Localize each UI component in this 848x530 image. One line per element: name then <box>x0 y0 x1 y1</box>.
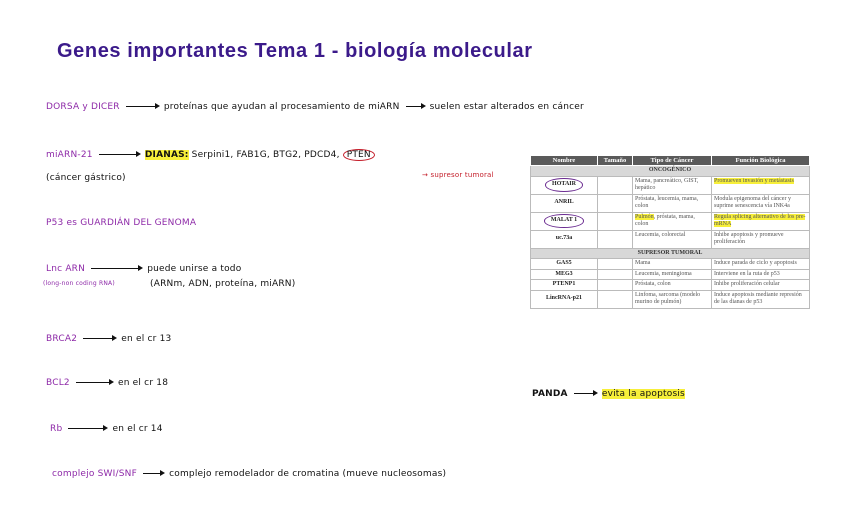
table-row <box>531 176 810 194</box>
arrow-icon <box>126 106 158 107</box>
note-drosha-label: DORSA y DICER <box>46 102 120 112</box>
note-brca2-label: BRCA2 <box>46 334 78 344</box>
table-cell-cancer: Próstata, leucemia, mama, colon <box>633 194 712 212</box>
table-cell-name: MEG3 <box>531 269 598 280</box>
table-cell-name: ANRIL <box>531 194 598 212</box>
note-lncarn-text: puede unirse a todo <box>147 264 242 274</box>
note-swi-text: complejo remodelador de cromatina (mueve nucleosomas) <box>169 469 447 479</box>
table-cell-size <box>598 259 633 270</box>
table-cell-size <box>598 230 633 248</box>
note-lncarn <box>46 263 241 275</box>
note-lncarn-label: Lnc ARN <box>46 264 86 274</box>
table-cell-size <box>598 280 633 291</box>
table-cell-name <box>531 176 598 194</box>
note-drosha-text: proteínas que ayudan al procesamiento de miARN <box>163 102 400 112</box>
section-supresor: SUPRESOR TUMORAL <box>531 248 810 259</box>
note-mirna21-label: miARN-21 <box>46 150 93 160</box>
section-row <box>531 166 810 177</box>
note-brca2 <box>46 333 171 345</box>
note-mirna21-sub: (cáncer gástrico) <box>46 173 126 183</box>
table-cell-func <box>712 176 810 194</box>
pten-circle: PTEN <box>343 149 375 161</box>
col-nombre: Nombre <box>531 156 598 166</box>
note-drosha <box>46 101 584 113</box>
note-rb <box>50 423 163 435</box>
table-cell-cancer: Leucemia, meningioma <box>633 269 712 280</box>
note-rb-text: en el cr 14 <box>112 424 163 434</box>
arrow-icon <box>99 154 139 155</box>
table-cell-func <box>712 212 810 230</box>
table-row <box>531 194 810 212</box>
note-mirna21-supresor <box>422 169 494 181</box>
table-row <box>531 280 810 291</box>
table-cell-func: Modula epigenoma del cáncer y suprime senescencia vía INK4a <box>712 194 810 212</box>
table-cell-cancer: Leucemia, colorectal <box>633 230 712 248</box>
note-bcl2-label: BCL2 <box>46 378 70 388</box>
table-row <box>531 290 810 308</box>
table-cell-cancer: Linfoma, sarcoma (modelo murino de pulmón) <box>633 290 712 308</box>
note-swi-label: complejo SWI/SNF <box>52 469 137 479</box>
red-arrow-icon: → <box>422 171 431 179</box>
table-cell-name: LincRNA-p21 <box>531 290 598 308</box>
col-funcion: Función Biológica <box>712 156 810 166</box>
page-title: Genes importantes Tema 1 - biología molecular <box>57 40 533 62</box>
table-cell-size <box>598 290 633 308</box>
highlight-func: Promueven invasión y metástasis <box>714 177 794 184</box>
table-cell-size <box>598 212 633 230</box>
note-mirna21-dianas: DIANAS: <box>144 150 189 160</box>
note-rb-label: Rb <box>50 424 63 434</box>
highlight-func: Regula splicing <box>714 213 752 220</box>
note-mirna21-list: Serpini1, FAB1G, BTG2, PDCD4, <box>191 150 340 160</box>
table-cell-cancer <box>633 212 712 230</box>
table-cell-func: Inhibe apoptosis y promueve proliferación <box>712 230 810 248</box>
malat1-circle: MALAT 1 <box>544 214 584 228</box>
table-cell-func: Interviene en la ruta de p53 <box>712 269 810 280</box>
table-header-row <box>531 156 810 166</box>
hotair-circle: HOTAIR <box>545 178 583 192</box>
section-row <box>531 248 810 259</box>
arrow-icon <box>68 428 106 429</box>
table-cell-func: Induce apoptosis mediante represión de las dianas de p53 <box>712 290 810 308</box>
note-p53: P53 es GUARDIÁN DEL GENOMA <box>46 218 197 228</box>
table-row <box>531 212 810 230</box>
note-drosha-text2: suelen estar alterados en cáncer <box>429 102 584 112</box>
table-cell-cancer: Mama <box>633 259 712 270</box>
note-mirna21 <box>46 149 375 161</box>
note-lncarn-text2: (ARNm, ADN, proteína, miARN) <box>150 279 296 289</box>
note-bcl2 <box>46 377 168 389</box>
table-cell-name: uc.73a <box>531 230 598 248</box>
note-brca2-text: en el cr 13 <box>121 334 172 344</box>
arrow-icon <box>143 473 163 474</box>
table-cell-size <box>598 269 633 280</box>
note-bcl2-text: en el cr 18 <box>117 378 169 388</box>
arrow-icon <box>574 393 596 394</box>
lncrna-table <box>530 155 810 309</box>
note-panda-label: PANDA <box>532 389 568 399</box>
table-row <box>531 230 810 248</box>
note-swi <box>52 468 446 480</box>
arrow-icon <box>406 106 424 107</box>
table-cell-name: PTENP1 <box>531 280 598 291</box>
note-lncarn-sub: (long-non coding RNA) <box>43 280 115 287</box>
func-rest: alternativo de los pre-mRNA <box>714 213 806 227</box>
table-cell-name <box>531 212 598 230</box>
arrow-icon <box>83 338 115 339</box>
col-tipo-cancer: Tipo de Cáncer <box>633 156 712 166</box>
table-cell-name: GAS5 <box>531 259 598 270</box>
table-cell-cancer: Mama, pancreático, GIST, hepático <box>633 176 712 194</box>
table-cell-size <box>598 176 633 194</box>
section-oncogenico: ONCOGÉNICO <box>531 166 810 177</box>
table-cell-func: Inhibe proliferación celular <box>712 280 810 291</box>
arrow-icon <box>91 268 141 269</box>
highlight-cancer: Pulmón <box>635 213 654 220</box>
table-cell-cancer: Próstata, colon <box>633 280 712 291</box>
table-row <box>531 269 810 280</box>
cancer-rest: , próstata, mama, colon <box>635 213 695 227</box>
table-row <box>531 259 810 270</box>
col-tamano: Tamaño <box>598 156 633 166</box>
arrow-icon <box>76 382 112 383</box>
supresor-label: supresor tumoral <box>430 171 494 179</box>
table-cell-size <box>598 194 633 212</box>
note-panda-text: evita la apoptosis <box>601 389 685 399</box>
table-cell-func: Induce parada de ciclo y apoptosis <box>712 259 810 270</box>
note-panda <box>532 388 685 400</box>
